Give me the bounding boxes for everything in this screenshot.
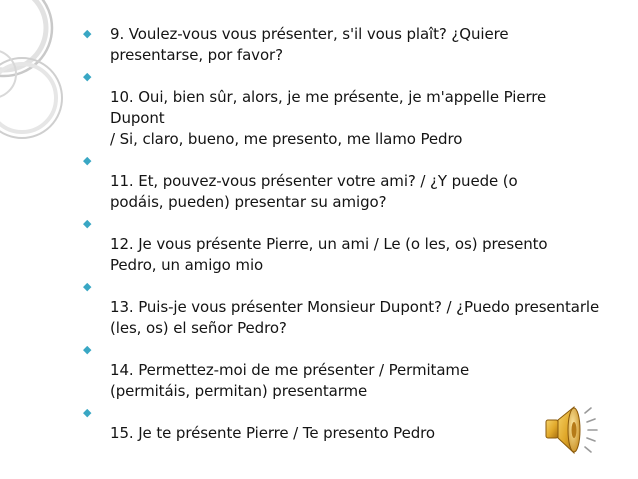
item-line: Pedro, un amigo mio (110, 256, 264, 274)
list-item (83, 297, 603, 339)
empty-list-item (83, 150, 603, 171)
item-line: presentarse, por favor? (110, 46, 283, 64)
list-item (83, 423, 603, 444)
item-line: (les, os) el señor Pedro? (110, 319, 287, 337)
list-item (83, 24, 603, 66)
speaker-icon[interactable] (540, 403, 608, 457)
item-line: (permitáis, permitan) presentarme (110, 382, 368, 400)
bullet-icon: ◆ (83, 154, 92, 167)
empty-list-item (83, 402, 603, 423)
item-line: podáis, pueden) presentar su amigo? (110, 193, 387, 211)
empty-list-item (83, 66, 603, 87)
item-line: 12. Je vous présente Pierre, un ami / Le (o les, os) presento (110, 235, 548, 253)
item-line: 9. Voulez-vous vous présenter, s'il vous plaît? ¿Quiere (110, 25, 509, 43)
item-line: 15. Je te présente Pierre / Te presento Pedro (110, 424, 435, 442)
bullet-icon: ◆ (83, 217, 92, 230)
bullet-icon: ◆ (83, 280, 92, 293)
item-line: 14. Permettez-moi de me présenter / Permitame (110, 361, 470, 379)
list-item (83, 87, 603, 150)
list-item (83, 171, 603, 213)
bullet-icon: ◆ (83, 343, 92, 356)
decorative-rings (0, 0, 80, 180)
item-line: / Si, claro, bueno, me presento, me llamo Pedro (110, 130, 463, 148)
empty-list-item (83, 339, 603, 360)
bullet-icon: ◆ (83, 27, 92, 40)
bullet-list (83, 24, 603, 444)
empty-list-item (83, 213, 603, 234)
bullet-icon: ◆ (83, 70, 92, 83)
list-item (83, 234, 603, 276)
bullet-icon: ◆ (83, 406, 92, 419)
item-line: 13. Puis-je vous présenter Monsieur Dupont? / ¿Puedo presentarle (110, 298, 600, 316)
empty-list-item (83, 276, 603, 297)
list-item (83, 360, 603, 402)
item-line: 11. Et, pouvez-vous présenter votre ami? / ¿Y puede (o (110, 172, 518, 190)
item-line: 10. Oui, bien sûr, alors, je me présente, je m'appelle Pierre Dupont (110, 88, 547, 127)
